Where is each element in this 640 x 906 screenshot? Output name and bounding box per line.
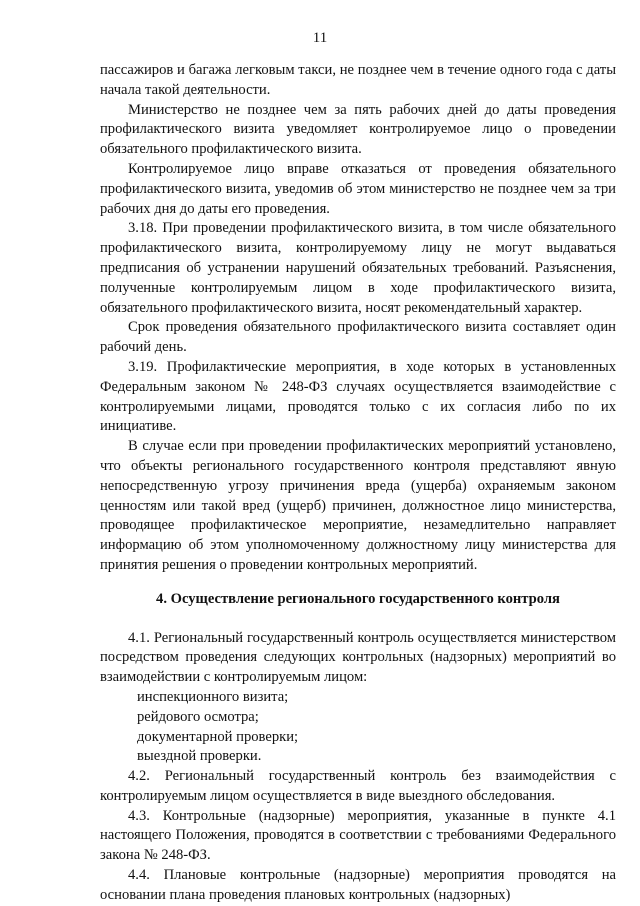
paragraph: 3.19. Профилактические мероприятия, в ходе которых в установленных Федеральным законом № 248-ФЗ случаях осуществляется взаимодействие с контролируемыми лицами, проводятся только с их согласия либо по их инициативе.	[100, 358, 616, 435]
list-item: рейдового осмотра;	[137, 708, 259, 725]
paragraph: 4.2. Региональный государственный контроль без взаимодействия с контролируемым лицом осуществляется в виде выездного обследования.	[100, 768, 616, 804]
paragraph: 4.3. Контрольные (надзорные) мероприятия, указанные в пункте 4.1 настоящего Положения, проводятся в соответствии с требованиями Федерального закона № 248-ФЗ.	[100, 807, 616, 864]
list-item: документарной проверки;	[137, 728, 299, 745]
paragraph: Министерство не позднее чем за пять рабочих дней до даты проведения профилактического визита уведомляет контролируемое лицо о проведении обязательного профилактического визита.	[100, 101, 616, 158]
paragraph: 3.18. При проведении профилактического визита, в том числе обязательного профилактического визита, контролируемому лицу не могут выдаваться предписания об устранении нарушений обязательных требований. Разъяснения, полученные контролируемым лицом в ходе профилактического визита, обязательного профилактического визита, носят рекомендательный характер.	[100, 220, 616, 316]
list-item: инспекционного визита;	[137, 688, 289, 705]
page-number: 11	[312, 30, 328, 46]
paragraph: В случае если при проведении профилактических мероприятий установлено, что объекты регионального государственного контроля представляют явную непосредственную угрозу причинения вреда (ущерба) охраняемым законом ценностям или такой вред (ущерб) причинен, должностное лицо министерства, проводящее профилактическое мероприятие, незамедлительно направляет информацию об этом уполномоченному должностному лицу министерства для принятия решения о проведении контрольных мероприятий.	[100, 438, 616, 573]
paragraph: Срок проведения обязательного профилактического визита составляет один рабочий день.	[100, 319, 616, 356]
paragraph: пассажиров и багажа легковым такси, не позднее чем в течение одного года с даты начала такой деятельности.	[100, 62, 616, 98]
paragraph: Контролируемое лицо вправе отказаться от проведения обязательного профилактического визита, уведомив об этом министерство не позднее чем за три рабочих дня до даты его проведения.	[100, 160, 616, 217]
paragraph: 4.4. Плановые контрольные (надзорные) мероприятия проводятся на основании плана проведения плановых контрольных (надзорных)	[100, 867, 616, 903]
paragraph: 4.1. Региональный государственный контроль осуществляется министерством посредством проведения следующих контрольных (надзорных) мероприятий во взаимодействии с контролируемым лицом:	[100, 629, 616, 686]
document-body	[100, 61, 616, 906]
section-heading: 4. Осуществление регионального государственного контроля	[156, 590, 560, 607]
list-item: выездной проверки.	[137, 748, 262, 765]
